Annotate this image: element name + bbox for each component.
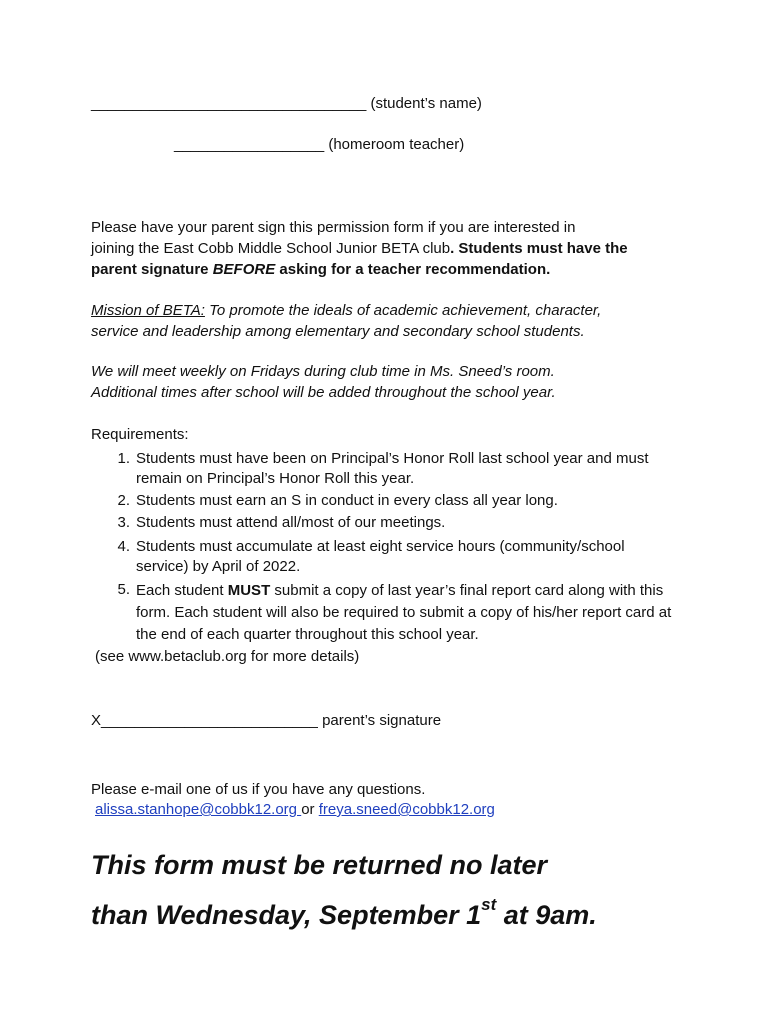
email-link-sneed[interactable]: freya.sneed@cobbk12.org	[318, 801, 495, 818]
requirement-number: 4.	[117, 538, 130, 555]
requirement-text: Students must accumulate at least eight service hours (community/school service) by April of 2022.	[136, 538, 625, 575]
requirement-text: Students must earn an S in conduct in every class all year long.	[136, 492, 558, 509]
intro-line-3-a: parent signature	[91, 261, 213, 278]
mission-label: Mission of BETA:	[91, 302, 205, 319]
contact-prompt: Please e-mail one of us if you have any questions.	[91, 781, 426, 798]
requirement-must: MUST	[227, 582, 271, 599]
student-name-line: _________________________________ (student’s name)	[91, 95, 482, 112]
email-connector: or	[301, 801, 319, 818]
meetings-line-1: We will meet weekly on Fridays during club time in Ms. Sneed’s room.	[91, 363, 555, 380]
requirement-text	[136, 580, 681, 646]
deadline-line-2	[91, 887, 597, 937]
intro-line-2-bold: . Students must have the	[450, 240, 628, 257]
intro-line-3-b: asking for a teacher recommendation.	[275, 261, 551, 278]
parent-signature-field	[91, 711, 441, 731]
requirement-number: 3.	[117, 514, 130, 531]
deadline-line-2-b: at 9am.	[496, 900, 597, 930]
intro-line-2	[91, 239, 628, 259]
deadline-ordinal: st	[481, 895, 497, 914]
parent-signature-line: X__________________________ parent’s signature	[91, 712, 442, 729]
intro-line-3	[91, 260, 550, 280]
contact-emails	[95, 800, 495, 820]
requirements-heading: Requirements:	[91, 426, 189, 443]
intro-line-1: Please have your parent sign this permission form if you are interested in	[91, 219, 576, 236]
student-name-field	[91, 94, 482, 114]
requirement-text-b: submit a copy of last year’s final report card along with this form. Each student will also be required to submit a copy of his/her report card at the end of each quarter throughout this school year.	[136, 582, 672, 643]
deadline-line-1: This form must be returned no later	[91, 850, 548, 880]
requirement-text: Students must attend all/most of our meetings.	[136, 514, 446, 531]
requirement-text-a: Each student	[136, 582, 228, 599]
intro-line-3-before: BEFORE	[212, 261, 276, 278]
meetings-line-2: Additional times after school will be added throughout the school year.	[91, 384, 556, 401]
email-link-stanhope[interactable]: alissa.stanhope@cobbk12.org	[95, 801, 302, 818]
deadline-line-2-a: than Wednesday, September 1	[91, 900, 482, 930]
requirement-text: Students must have been on Principal’s Honor Roll last school year and must remain on Principal’s Honor Roll this year.	[136, 450, 649, 487]
mission-text-1: To promote the ideals of academic achievement, character,	[204, 302, 602, 319]
requirement-number: 5.	[117, 581, 130, 598]
requirement-number: 1.	[117, 450, 130, 467]
homeroom-teacher-line: __________________ (homeroom teacher)	[174, 136, 465, 153]
mission-line-2: service and leadership among elementary and secondary school students.	[91, 323, 585, 340]
requirement-number: 2.	[117, 492, 130, 509]
requirements-note: (see www.betaclub.org for more details)	[95, 648, 360, 665]
mission-line-1	[91, 301, 601, 321]
intro-line-2-text: joining the East Cobb Middle School Junior BETA club	[91, 240, 451, 257]
homeroom-teacher-field	[174, 135, 464, 155]
